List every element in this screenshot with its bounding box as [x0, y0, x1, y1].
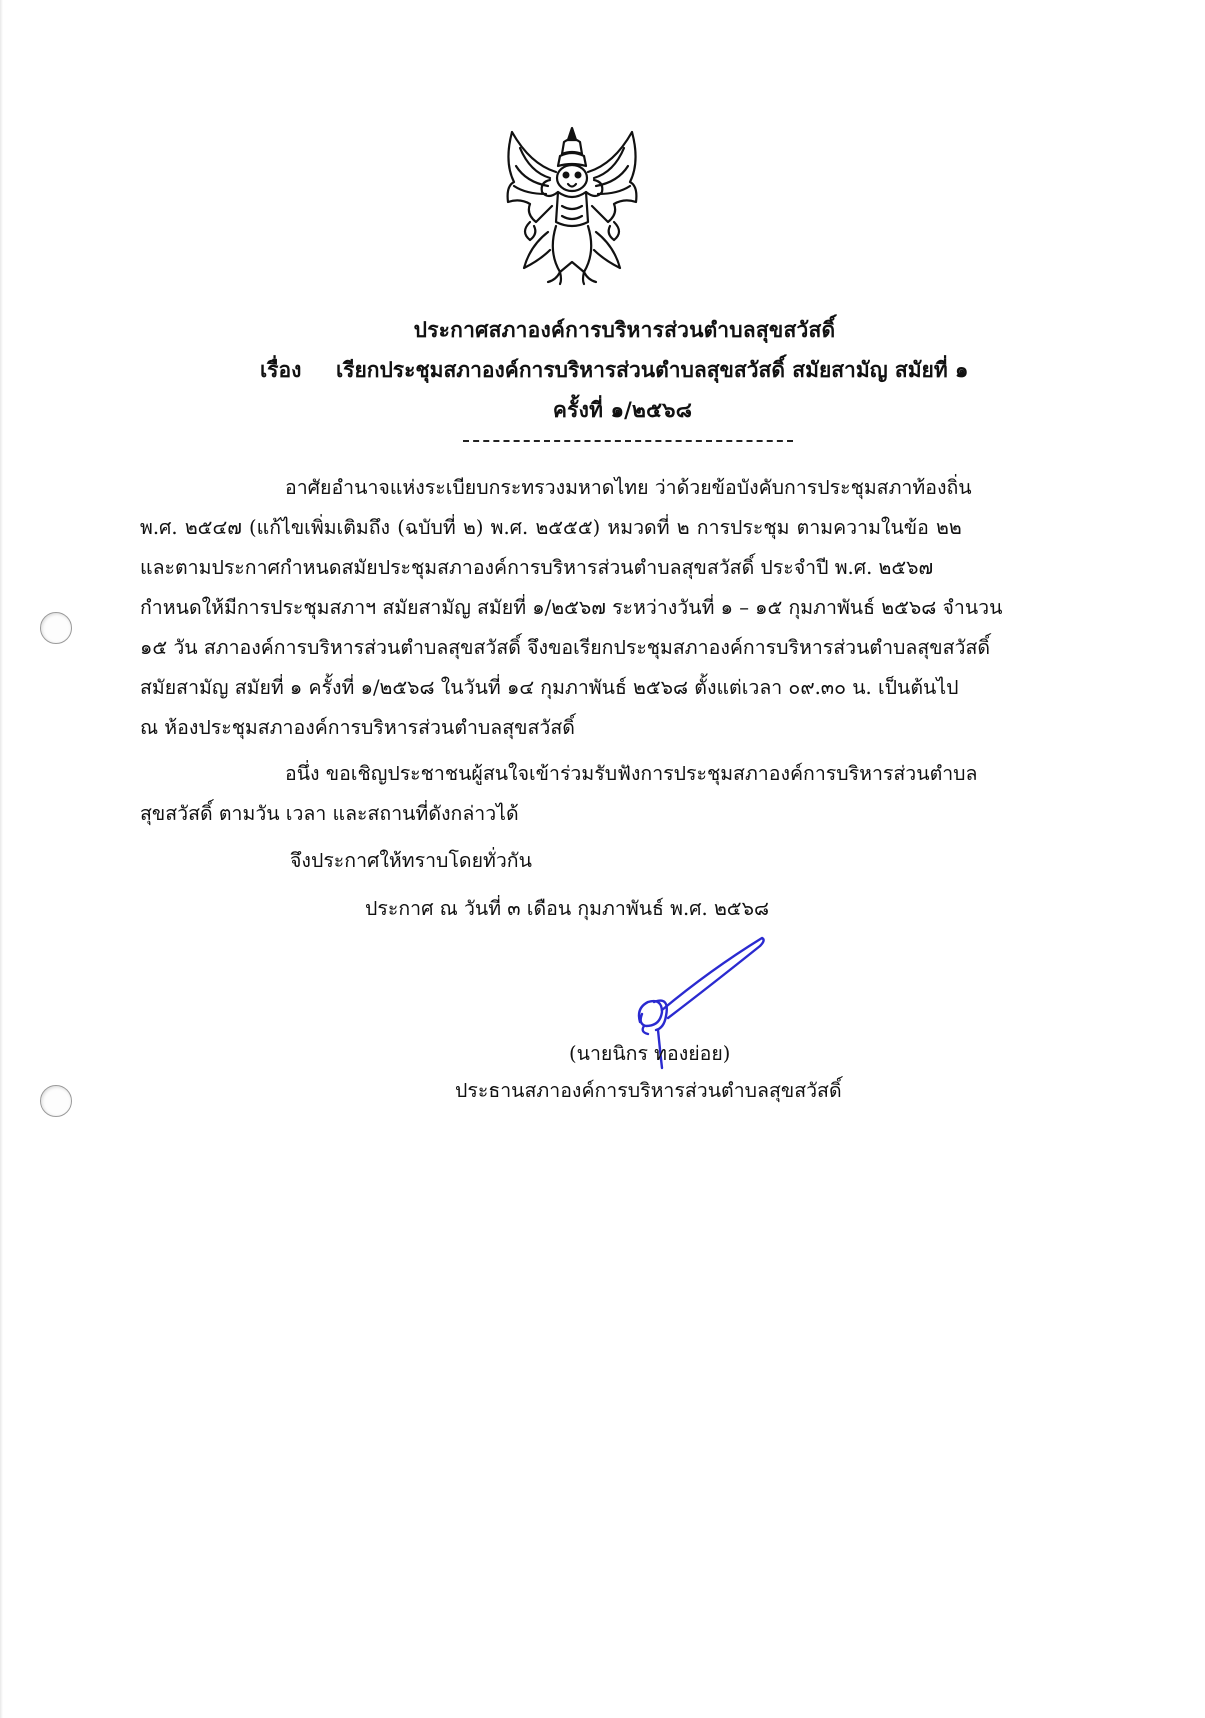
paragraph-1-line-1: อาศัยอำนาจแห่งระเบียบกระทรวงมหาดไทย ว่าด้วยข้อบังคับการประชุมสภาท้องถิ่น — [285, 476, 972, 499]
signatory-position: ประธานสภาองค์การบริหารส่วนตำบลสุขสวัสดิ์ — [455, 1079, 842, 1102]
session-number: ครั้งที่ ๑/๒๕๖๘ — [552, 397, 693, 422]
paragraph-1-line-5: ๑๕ วัน สภาองค์การบริหารส่วนตำบลสุขสวัสดิ์ จึงขอเรียกประชุมสภาองค์การบริหารส่วนตำบลสุขสวัสดิ์ — [140, 636, 991, 659]
paragraph-2-line-2: สุขสวัสดิ์ ตามวัน เวลา และสถานที่ดังกล่าวได้ — [140, 802, 519, 825]
paragraph-1-line-6: สมัยสามัญ สมัยที่ ๑ ครั้งที่ ๑/๒๕๖๘ ในวันที่ ๑๔ กุมภาพันธ์ ๒๕๖๘ ตั้งแต่เวลา ๐๙.๓๐ น. เป็นต้นไป — [140, 676, 959, 699]
paragraph-2-line-1: อนึ่ง ขอเชิญประชาชนผู้สนใจเข้าร่วมรับฟังการประชุมสภาองค์การบริหารส่วนตำบล — [285, 762, 978, 785]
subject-row — [260, 354, 968, 387]
punch-hole-icon — [40, 1085, 72, 1117]
subject-text: เรียกประชุมสภาองค์การบริหารส่วนตำบลสุขสวัสดิ์ สมัยสามัญ สมัยที่ ๑ — [336, 357, 969, 382]
title-divider — [463, 440, 793, 442]
closing-text: จึงประกาศให้ทราบโดยทั่วกัน — [290, 849, 532, 872]
punch-hole-icon — [40, 612, 72, 644]
paragraph-1-line-2: พ.ศ. ๒๕๔๗ (แก้ไขเพิ่มเติมถึง (ฉบับที่ ๒) พ.ศ. ๒๕๕๕) หมวดที่ ๒ การประชุม ตามความในข้อ ๒๒ — [140, 516, 962, 539]
paragraph-1-line-7: ณ ห้องประชุมสภาองค์การบริหารส่วนตำบลสุขสวัสดิ์ — [140, 716, 575, 739]
subject-label: เรื่อง — [260, 357, 302, 382]
page-edge-shadow — [0, 0, 3, 1718]
signatory-name: (นายนิกร ทองย่อย) — [569, 1042, 731, 1065]
announcement-date: ประกาศ ณ วันที่ ๓ เดือน กุมภาพันธ์ พ.ศ. ๒๕๖๘ — [365, 897, 769, 920]
paragraph-1-line-4: กำหนดให้มีการประชุมสภาฯ สมัยสามัญ สมัยที่ ๑/๒๕๖๗ ระหว่างวันที่ ๑ – ๑๕ กุมภาพันธ์ ๒๕๖๘ จำนวน — [140, 596, 1003, 619]
garuda-emblem-icon — [490, 122, 655, 287]
announcement-title: ประกาศสภาองค์การบริหารส่วนตำบลสุขสวัสดิ์ — [413, 317, 836, 342]
paragraph-1-line-3: และตามประกาศกำหนดสมัยประชุมสภาองค์การบริหารส่วนตำบลสุขสวัสดิ์ ประจำปี พ.ศ. ๒๕๖๗ — [140, 556, 934, 579]
